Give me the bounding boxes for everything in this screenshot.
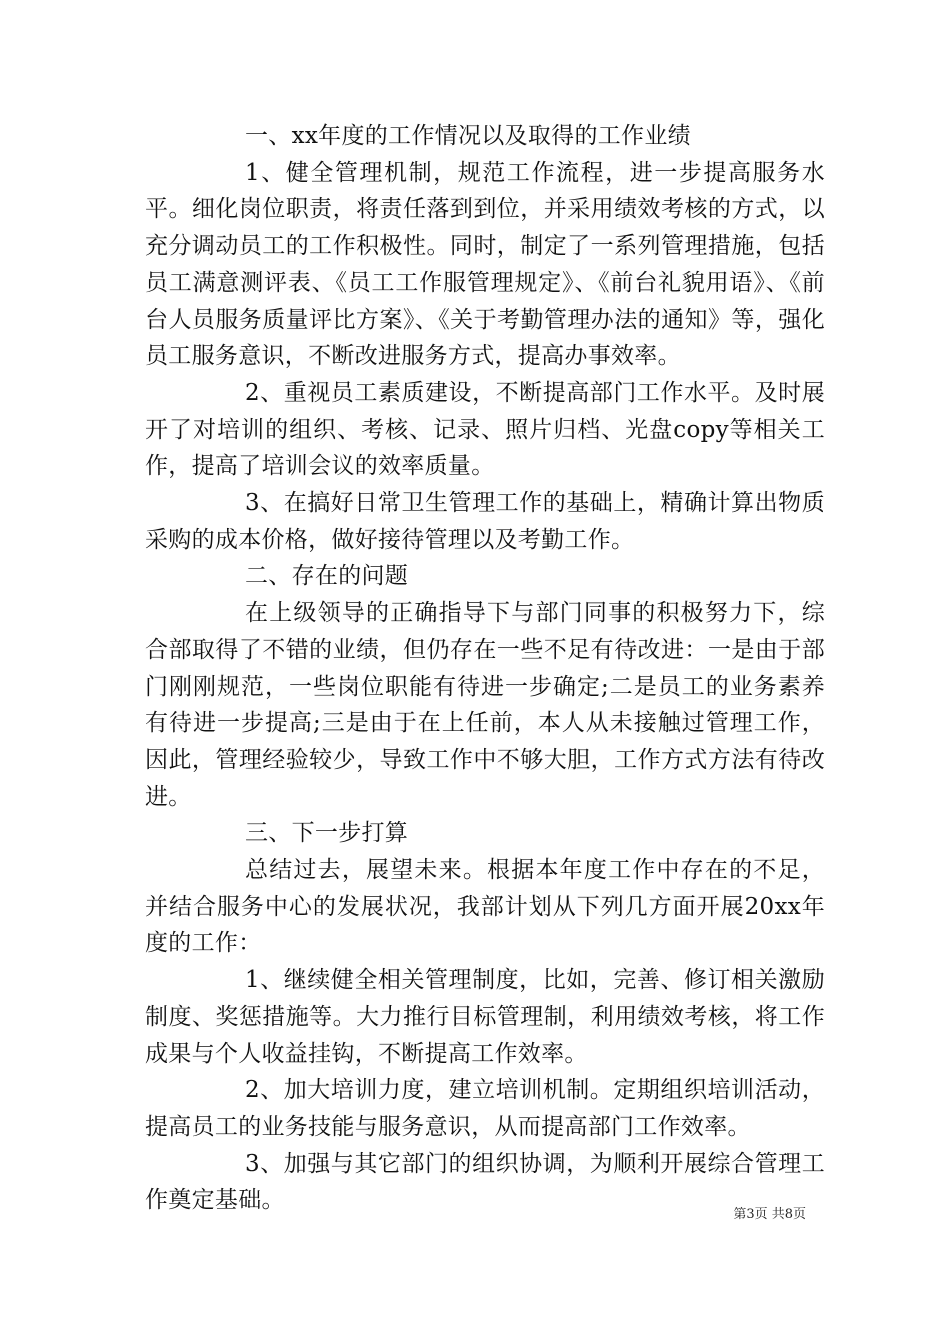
document-body	[145, 118, 825, 1219]
page-number: 第3页 共8页	[733, 1207, 806, 1222]
section-3-heading: 三、下一步打算	[245, 820, 409, 847]
section-3-paragraph-1: 总结过去，展望未来。根据本年度工作中存在的不足，并结合服务中心的发展状况，我部计划从下列几方面开展20xx年度的工作：	[145, 857, 825, 957]
section-1-paragraph-2: 2、重视员工素质建设，不断提高部门工作水平。及时展开了对培训的组织、考核、记录、照片归档、光盘copy等相关工作，提高了培训会议的效率质量。	[145, 379, 825, 480]
section-1-paragraph-1: 1、健全管理机制，规范工作流程，进一步提高服务水平。细化岗位职责，将责任落到到位，并采用绩效考核的方式，以充分调动员工的工作积极性。同时，制定了一系列管理措施，包括员工满意测评表、《员工工作服管理规定》、《前台礼貌用语》、《前台人员服务质量评比方案》、《关于考勤管理办法的通知》等，强化员工服务意识，不断改进服务方式，提高办事效率。	[145, 159, 825, 370]
section-2-paragraph-1: 在上级领导的正确指导下与部门同事的积极努力下，综合部取得了不错的业绩，但仍存在一些不足有待改进：一是由于部门刚刚规范，一些岗位职能有待进一步确定;二是员工的业务素养有待进一步提高;三是由于在上任前，本人从未接触过管理工作，因此，管理经验较少，导致工作中不够大胆，工作方式方法有待改进。	[145, 600, 825, 810]
section-3-paragraph-3: 2、加大培训力度，建立培训机制。定期组织培训活动，提高员工的业务技能与服务意识，从而提高部门工作效率。	[145, 1077, 825, 1140]
section-3-paragraph-4: 3、加强与其它部门的组织协调，为顺利开展综合管理工作奠定基础。	[145, 1150, 825, 1214]
section-1-heading: 一、xx年度的工作情况以及取得的工作业绩	[245, 123, 691, 149]
section-1-paragraph-3: 3、在搞好日常卫生管理工作的基础上，精确计算出物质采购的成本价格，做好接待管理以及考勤工作。	[145, 490, 825, 553]
section-2-heading: 二、存在的问题	[245, 563, 409, 590]
section-3-paragraph-2: 1、继续健全相关管理制度，比如，完善、修订相关激励制度、奖惩措施等。大力推行目标管理制，利用绩效考核，将工作成果与个人收益挂钩，不断提高工作效率。	[145, 967, 825, 1067]
